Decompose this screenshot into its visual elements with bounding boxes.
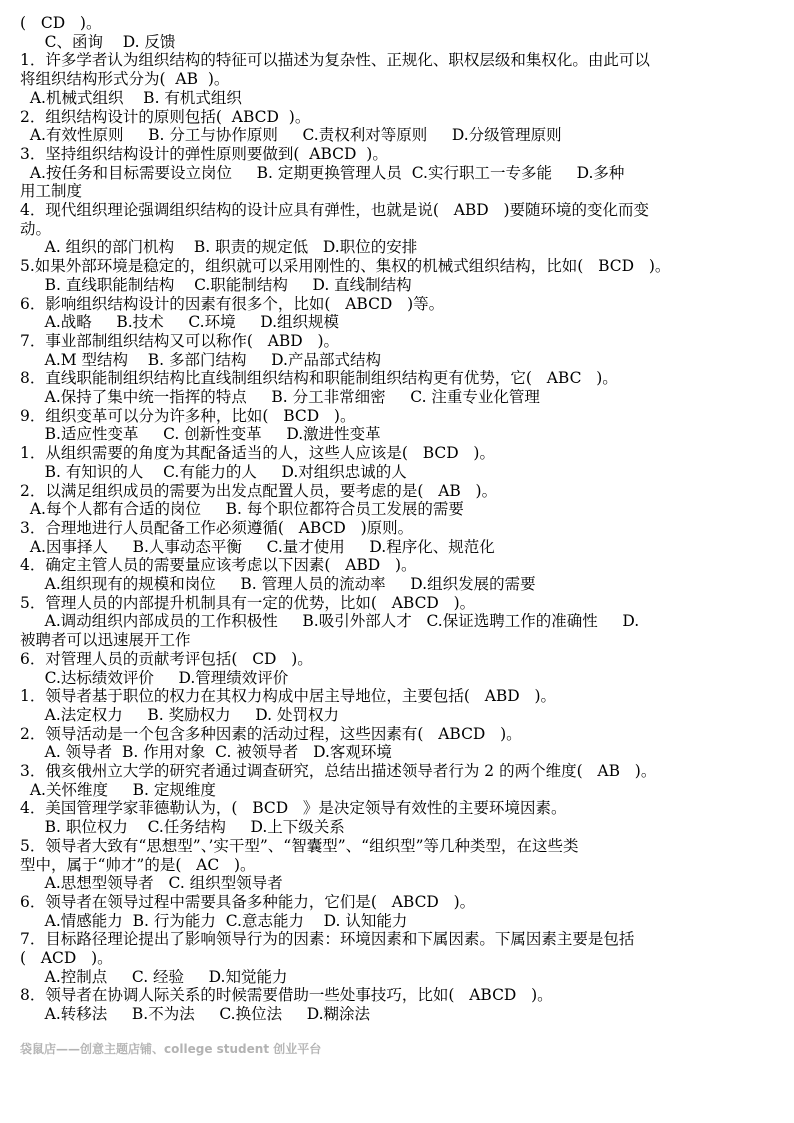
text-line: 1．从组织需要的角度为其配备适当的人，这些人应该是( BCD )。: [20, 444, 495, 463]
text-line: B. 直线职能制结构 C.职能制结构 D. 直线制结构: [20, 275, 412, 294]
text-line: 6．影响组织结构设计的因素有很多个，比如( ABCD )等。: [20, 294, 445, 313]
text-line: A. 组织的部门机构 B. 职责的规定低 D.职位的安排: [20, 238, 418, 257]
text-line: A.情感能力 B. 行为能力 C.意志能力 D. 认知能力: [20, 911, 408, 930]
text-line: C.达标绩效评价 D.管理绩效评价: [20, 668, 289, 687]
text-line: A.保持了集中统一指挥的特点 B. 分工非常细密 C. 注重专业化管理: [20, 388, 540, 406]
text-line: 4．确定主管人员的需要量应该考虑以下因素( ABD )。: [20, 556, 417, 575]
text-line: ( CD )。: [20, 14, 102, 32]
text-line: 4．现代组织理论强调组织结构的设计应具有弹性，也就是说( ABD )要随环境的变化而变: [20, 201, 650, 219]
text-line: A.有效性原则 B. 分工与协作原则 C.责权利对等原则 D.分级管理原则: [20, 126, 562, 145]
text-line: 将组织结构形式分为( AB )。: [20, 70, 230, 89]
text-line: 用工制度: [20, 182, 83, 201]
text-line: 动。: [20, 219, 52, 238]
text-line: 8．直线职能制组织结构比直线制组织结构和职能制组织结构更有优势，它( ABC )。: [20, 369, 618, 388]
text-line: 6．对管理人员的贡献考评包括( CD )。: [20, 649, 313, 668]
text-line: 3．俄亥俄州立大学的研究者通过调查研究，总结出描述领导者行为 2 的两个维度( AB )。: [20, 762, 657, 780]
text-line: A.控制点 C. 经验 D.知觉能力: [20, 967, 288, 986]
text-line: B.适应性变革 C. 创新性变革 D.激进性变革: [20, 425, 381, 444]
text-line: 4．美国管理学家菲德勒认为，( BCD 》是决定领导有效性的主要环境因素。: [20, 799, 567, 818]
text-line: B. 职位权力 C.任务结构 D.上下级关系: [20, 818, 345, 837]
text-line: A.因事择人 B.人事动态平衡 C.量才使用 D.程序化、规范化: [20, 537, 495, 556]
text-line: A. 领导者 B. 作用对象 C. 被领导者 D.客观环境: [20, 743, 392, 762]
text-line: 8．领导者在协调人际关系的时候需要借助一些处事技巧，比如( ABCD )。: [20, 986, 553, 1005]
text-line: ( ACD )。: [20, 949, 113, 967]
text-line: 2．领导活动是一个包含多种因素的活动过程，这些因素有( ABCD )。: [20, 724, 522, 743]
text-line: C、函询 D. 反馈: [20, 32, 176, 51]
text-line: 2．组织结构设计的原则包括( ABCD )。: [20, 107, 311, 126]
text-line: 6．领导者在领导过程中需要具备多种能力，它们是( ABCD )。: [20, 892, 476, 911]
text-line: 被聘者可以迅速展开工作: [20, 631, 191, 650]
text-line: 5.如果外部环境是稳定的，组织就可以采用刚性的、集权的机械式组织结构，比如( BCD )。: [20, 257, 671, 276]
text-line: A.战略 B.技术 C.环境 D.组织规模: [20, 313, 340, 332]
text-line: A.每个人都有合适的岗位 B. 每个职位都符合员工发展的需要: [20, 500, 464, 519]
text-line: 型中，属于“帅才”的是( AC )。: [20, 855, 256, 874]
text-line: A.调动组织内部成员的工作积极性 B.吸引外部人才 C.保证选聘工作的准确性 D.: [20, 612, 640, 631]
text-line: 3．坚持组织结构设计的弹性原则要做到( ABCD )。: [20, 144, 388, 163]
text-line: A.机械式组织 B. 有机式组织: [20, 88, 242, 107]
text-line: 3．合理地进行人员配备工作必须遵循( ABCD )原则。: [20, 518, 414, 537]
text-line: A.关怀维度 B. 定规维度: [20, 780, 216, 799]
text-line: 5．管理人员的内部提升机制具有一定的优势，比如( ABCD )。: [20, 593, 476, 612]
text-line: B. 有知识的人 C.有能力的人 D.对组织忠诚的人: [20, 462, 407, 481]
text-line: 1．领导者基于职位的权力在其权力构成中居主导地位，主要包括( ABD )。: [20, 687, 557, 706]
text-line: A.组织现有的规模和岗位 B. 管理人员的流动率 D.组织发展的需要: [20, 575, 536, 593]
text-line: A.法定权力 B. 奖励权力 D. 处罚权力: [20, 705, 339, 724]
text-line: 7．目标路径理论提出了影响领导行为的因素：环境因素和下属因素。下属因素主要是包括: [20, 930, 635, 949]
text-line: A.按任务和目标需要设立岗位 B. 定期更换管理人员 C.实行职工一专多能 D.多种: [20, 163, 625, 182]
text-line: 2．以满足组织成员的需要为出发点配置人员，要考虑的是( AB )。: [20, 481, 498, 500]
text-line: A.转移法 B.不为法 C.换位法 D.糊涂法: [20, 1005, 371, 1024]
text-line: 7．事业部制组织结构又可以称作( ABD )。: [20, 331, 340, 350]
text-line: A.M 型结构 B. 多部门结构 D.产品部式结构: [20, 350, 381, 369]
footer-watermark: 袋鼠店——创意主题店铺、college student 创业平台: [20, 1042, 322, 1056]
text-line: 5．领导者大致有“思想型”、’实干型”、“智囊型”、“组织型”等几种类型，在这些类: [20, 836, 579, 855]
text-line: 1．许多学者认为组织结构的特征可以描述为复杂性、正规化、职权层级和集权化。由此可以: [20, 51, 650, 70]
text-line: 9．组织变革可以分为许多种，比如( BCD )。: [20, 406, 356, 425]
text-line: A.思想型领导者 C. 组织型领导者: [20, 874, 283, 893]
